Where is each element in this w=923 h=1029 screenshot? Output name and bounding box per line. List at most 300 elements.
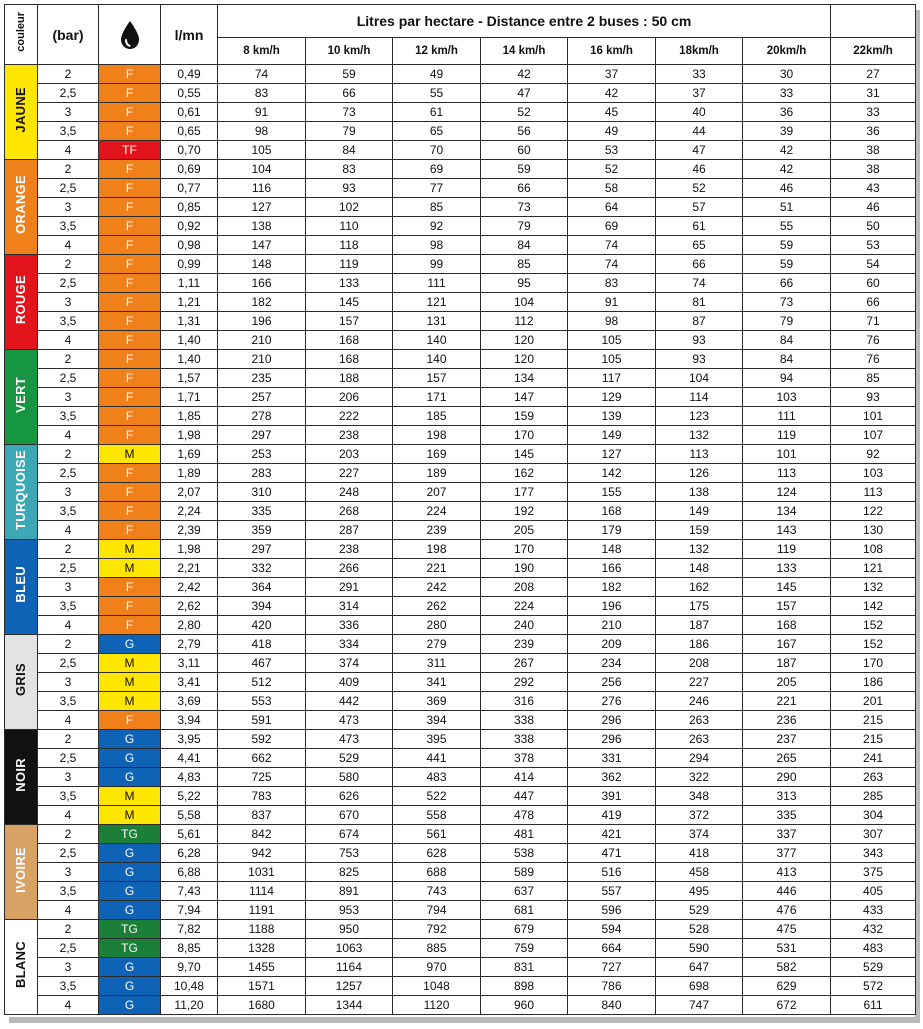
rate-cell: 419 — [568, 806, 656, 825]
nozzle-size-badge: F — [99, 179, 161, 198]
rate-cell: 377 — [743, 844, 831, 863]
table-row — [5, 103, 916, 122]
rate-cell: 187 — [656, 616, 743, 635]
rate-cell: 467 — [218, 654, 306, 673]
rate-cell: 792 — [393, 920, 481, 939]
rate-cell: 314 — [306, 597, 393, 616]
rate-cell: 147 — [481, 388, 568, 407]
rate-cell: 69 — [568, 217, 656, 236]
color-group-noir — [5, 730, 38, 825]
nozzle-size-badge: F — [99, 369, 161, 388]
table-row — [5, 236, 916, 255]
rate-cell: 124 — [743, 483, 831, 502]
flow-rate-cell: 0,85 — [161, 198, 218, 217]
color-group-vert — [5, 350, 38, 445]
rate-cell: 145 — [481, 445, 568, 464]
rate-cell: 224 — [481, 597, 568, 616]
rate-cell: 262 — [393, 597, 481, 616]
rate-cell: 162 — [481, 464, 568, 483]
table-row — [5, 635, 916, 654]
rate-cell: 372 — [656, 806, 743, 825]
rate-cell: 538 — [481, 844, 568, 863]
nozzle-size-badge: M — [99, 692, 161, 711]
pressure-cell: 2,5 — [38, 84, 99, 103]
rate-cell: 476 — [743, 901, 831, 920]
rate-cell: 132 — [656, 426, 743, 445]
rate-cell: 138 — [218, 217, 306, 236]
rate-cell: 38 — [831, 160, 916, 179]
rate-cell: 168 — [306, 331, 393, 350]
rate-cell: 528 — [656, 920, 743, 939]
rate-cell: 169 — [393, 445, 481, 464]
table-row — [5, 730, 916, 749]
rate-cell: 409 — [306, 673, 393, 692]
table-title: Litres par hectare - Distance entre 2 buses : 50 cm — [218, 5, 831, 38]
nozzle-size-badge: M — [99, 673, 161, 692]
rate-cell: 122 — [831, 502, 916, 521]
nozzle-size-badge: F — [99, 312, 161, 331]
pressure-cell: 3 — [38, 103, 99, 122]
rate-cell: 113 — [831, 483, 916, 502]
rate-cell: 74 — [568, 236, 656, 255]
flow-rate-cell: 8,85 — [161, 939, 218, 958]
rate-cell: 205 — [743, 673, 831, 692]
rate-cell: 341 — [393, 673, 481, 692]
rate-cell: 209 — [568, 635, 656, 654]
rate-cell: 103 — [743, 388, 831, 407]
rate-cell: 322 — [656, 768, 743, 787]
nozzle-size-badge: F — [99, 521, 161, 540]
rate-cell: 127 — [218, 198, 306, 217]
rate-cell: 310 — [218, 483, 306, 502]
rate-cell: 42 — [743, 141, 831, 160]
rate-cell: 66 — [481, 179, 568, 198]
flow-rate-cell: 7,82 — [161, 920, 218, 939]
droplet-icon — [119, 20, 141, 50]
rate-cell: 47 — [481, 84, 568, 103]
title-empty-cell — [831, 5, 916, 38]
rate-cell: 46 — [743, 179, 831, 198]
flow-rate-cell: 3,95 — [161, 730, 218, 749]
rate-cell: 126 — [656, 464, 743, 483]
flow-rate-cell: 2,21 — [161, 559, 218, 578]
rate-cell: 182 — [568, 578, 656, 597]
rate-cell: 140 — [393, 350, 481, 369]
rate-cell: 1063 — [306, 939, 393, 958]
rate-cell: 421 — [568, 825, 656, 844]
flow-rate-cell: 4,83 — [161, 768, 218, 787]
rate-cell: 478 — [481, 806, 568, 825]
rate-cell: 85 — [481, 255, 568, 274]
color-group-label: BLEU — [13, 566, 28, 603]
rate-cell: 335 — [743, 806, 831, 825]
rate-cell: 148 — [568, 540, 656, 559]
rate-cell: 942 — [218, 844, 306, 863]
rate-cell: 359 — [218, 521, 306, 540]
rate-cell: 114 — [656, 388, 743, 407]
rate-cell: 215 — [831, 711, 916, 730]
rate-cell: 53 — [568, 141, 656, 160]
rate-cell: 263 — [656, 730, 743, 749]
rate-cell: 51 — [743, 198, 831, 217]
rate-cell: 162 — [656, 578, 743, 597]
table-row — [5, 749, 916, 768]
rate-cell: 145 — [306, 293, 393, 312]
table-row — [5, 711, 916, 730]
rate-cell: 168 — [743, 616, 831, 635]
rate-cell: 1571 — [218, 977, 306, 996]
rate-cell: 591 — [218, 711, 306, 730]
rate-cell: 516 — [568, 863, 656, 882]
table-row — [5, 958, 916, 977]
pressure-cell: 2,5 — [38, 749, 99, 768]
nozzle-size-badge: F — [99, 65, 161, 84]
rate-cell: 885 — [393, 939, 481, 958]
rate-cell: 98 — [568, 312, 656, 331]
rate-cell: 140 — [393, 331, 481, 350]
rate-cell: 59 — [481, 160, 568, 179]
rate-cell: 52 — [568, 160, 656, 179]
rate-cell: 196 — [568, 597, 656, 616]
nozzle-size-badge: G — [99, 996, 161, 1015]
flow-rate-cell: 5,22 — [161, 787, 218, 806]
pressure-cell: 3,5 — [38, 312, 99, 331]
rate-cell: 210 — [218, 331, 306, 350]
flow-rate-cell: 1,98 — [161, 540, 218, 559]
rate-cell: 74 — [218, 65, 306, 84]
rate-cell: 207 — [393, 483, 481, 502]
rate-cell: 38 — [831, 141, 916, 160]
pressure-cell: 3 — [38, 578, 99, 597]
color-group-label: GRIS — [13, 663, 28, 696]
flow-rate-cell: 0,49 — [161, 65, 218, 84]
table-row — [5, 445, 916, 464]
speed-header-7: 22km/h — [831, 38, 916, 65]
flow-rate-cell: 1,57 — [161, 369, 218, 388]
rate-cell: 139 — [568, 407, 656, 426]
pressure-cell: 3,5 — [38, 597, 99, 616]
rate-cell: 647 — [656, 958, 743, 977]
rate-cell: 208 — [656, 654, 743, 673]
table-row — [5, 920, 916, 939]
flow-rate-cell: 3,69 — [161, 692, 218, 711]
rate-cell: 145 — [743, 578, 831, 597]
rate-cell: 192 — [481, 502, 568, 521]
flow-rate-cell: 1,69 — [161, 445, 218, 464]
flow-rate-cell: 9,70 — [161, 958, 218, 977]
rate-cell: 59 — [743, 255, 831, 274]
rate-cell: 458 — [656, 863, 743, 882]
rate-cell: 681 — [481, 901, 568, 920]
nozzle-size-badge: M — [99, 445, 161, 464]
rate-cell: 59 — [306, 65, 393, 84]
rate-cell: 84 — [743, 331, 831, 350]
table-row — [5, 217, 916, 236]
rate-cell: 101 — [743, 445, 831, 464]
rate-cell: 296 — [568, 730, 656, 749]
pressure-cell: 4 — [38, 426, 99, 445]
rate-cell: 1455 — [218, 958, 306, 977]
pressure-cell: 3 — [38, 293, 99, 312]
rate-cell: 91 — [568, 293, 656, 312]
table-row — [5, 426, 916, 445]
pressure-cell: 3,5 — [38, 977, 99, 996]
rate-cell: 235 — [218, 369, 306, 388]
rate-cell: 66 — [306, 84, 393, 103]
nozzle-size-badge: F — [99, 255, 161, 274]
rate-cell: 688 — [393, 863, 481, 882]
rate-cell: 117 — [568, 369, 656, 388]
flow-rate-cell: 6,28 — [161, 844, 218, 863]
rate-cell: 206 — [306, 388, 393, 407]
rate-cell: 149 — [568, 426, 656, 445]
rate-cell: 253 — [218, 445, 306, 464]
rate-cell: 93 — [831, 388, 916, 407]
pressure-cell: 3 — [38, 388, 99, 407]
table-row — [5, 65, 916, 84]
rate-cell: 196 — [218, 312, 306, 331]
rate-cell: 73 — [306, 103, 393, 122]
rate-cell: 66 — [831, 293, 916, 312]
rate-cell: 265 — [743, 749, 831, 768]
rate-cell: 93 — [306, 179, 393, 198]
rate-cell: 66 — [656, 255, 743, 274]
pressure-cell: 2 — [38, 635, 99, 654]
nozzle-size-badge: F — [99, 84, 161, 103]
color-group-blanc — [5, 920, 38, 1015]
rate-cell: 168 — [568, 502, 656, 521]
rate-cell: 198 — [393, 426, 481, 445]
rate-cell: 47 — [656, 141, 743, 160]
nozzle-size-badge: G — [99, 863, 161, 882]
table-row — [5, 787, 916, 806]
rate-cell: 960 — [481, 996, 568, 1015]
flow-rate-header: l/mn — [161, 5, 218, 65]
rate-cell: 394 — [218, 597, 306, 616]
pressure-cell: 2 — [38, 730, 99, 749]
rate-cell: 224 — [393, 502, 481, 521]
nozzle-size-badge: TG — [99, 939, 161, 958]
table-row — [5, 654, 916, 673]
pressure-cell: 3,5 — [38, 502, 99, 521]
rate-cell: 590 — [656, 939, 743, 958]
table-row — [5, 863, 916, 882]
rate-cell: 46 — [831, 198, 916, 217]
rate-cell: 662 — [218, 749, 306, 768]
table-row — [5, 464, 916, 483]
rate-cell: 92 — [393, 217, 481, 236]
rate-cell: 582 — [743, 958, 831, 977]
rate-cell: 266 — [306, 559, 393, 578]
rate-cell: 46 — [656, 160, 743, 179]
nozzle-size-badge: F — [99, 331, 161, 350]
rate-cell: 304 — [831, 806, 916, 825]
rate-cell: 111 — [743, 407, 831, 426]
table-row — [5, 369, 916, 388]
rate-cell: 186 — [656, 635, 743, 654]
rate-cell: 239 — [393, 521, 481, 540]
nozzle-size-badge: TG — [99, 920, 161, 939]
rate-cell: 79 — [481, 217, 568, 236]
rate-cell: 1188 — [218, 920, 306, 939]
rate-cell: 753 — [306, 844, 393, 863]
flow-rate-cell: 0,69 — [161, 160, 218, 179]
pressure-cell: 2 — [38, 255, 99, 274]
rate-cell: 42 — [481, 65, 568, 84]
pressure-cell: 4 — [38, 901, 99, 920]
rate-cell: 55 — [743, 217, 831, 236]
rate-cell: 171 — [393, 388, 481, 407]
rate-cell: 227 — [656, 673, 743, 692]
rate-cell: 891 — [306, 882, 393, 901]
rate-cell: 1048 — [393, 977, 481, 996]
rate-cell: 316 — [481, 692, 568, 711]
rate-cell: 531 — [743, 939, 831, 958]
rate-cell: 133 — [743, 559, 831, 578]
rate-cell: 628 — [393, 844, 481, 863]
rate-cell: 103 — [831, 464, 916, 483]
rate-cell: 27 — [831, 65, 916, 84]
flow-rate-cell: 0,92 — [161, 217, 218, 236]
table-row — [5, 84, 916, 103]
rate-cell: 159 — [481, 407, 568, 426]
nozzle-size-badge: M — [99, 787, 161, 806]
speed-header-1: 10 km/h — [306, 38, 393, 65]
nozzle-size-badge: TG — [99, 825, 161, 844]
rate-cell: 475 — [743, 920, 831, 939]
pressure-cell: 3,5 — [38, 692, 99, 711]
rate-cell: 837 — [218, 806, 306, 825]
rate-cell: 1120 — [393, 996, 481, 1015]
rate-cell: 263 — [831, 768, 916, 787]
rate-cell: 512 — [218, 673, 306, 692]
flow-rate-cell: 0,98 — [161, 236, 218, 255]
color-group-label: ROUGE — [13, 274, 28, 325]
rate-cell: 481 — [481, 825, 568, 844]
table-row — [5, 274, 916, 293]
rate-cell: 291 — [306, 578, 393, 597]
speed-header-3: 14 km/h — [481, 38, 568, 65]
flow-rate-cell: 1,85 — [161, 407, 218, 426]
rate-cell: 31 — [831, 84, 916, 103]
table-row — [5, 179, 916, 198]
rate-cell: 338 — [481, 711, 568, 730]
rate-cell: 84 — [481, 236, 568, 255]
rate-cell: 152 — [831, 616, 916, 635]
rate-cell: 98 — [218, 122, 306, 141]
rate-cell: 170 — [481, 426, 568, 445]
color-group-label: BLANC — [13, 941, 28, 988]
rate-cell: 159 — [656, 521, 743, 540]
speed-header-2: 12 km/h — [393, 38, 481, 65]
rate-cell: 93 — [656, 350, 743, 369]
rate-cell: 348 — [656, 787, 743, 806]
rate-cell: 190 — [481, 559, 568, 578]
flow-rate-cell: 1,89 — [161, 464, 218, 483]
rate-cell: 473 — [306, 730, 393, 749]
rate-cell: 73 — [481, 198, 568, 217]
table-row — [5, 996, 916, 1015]
rate-cell: 121 — [831, 559, 916, 578]
rate-cell: 238 — [306, 426, 393, 445]
rate-cell: 292 — [481, 673, 568, 692]
rate-cell: 56 — [481, 122, 568, 141]
rate-cell: 332 — [218, 559, 306, 578]
rate-cell: 378 — [481, 749, 568, 768]
rate-cell: 783 — [218, 787, 306, 806]
color-group-ivoire — [5, 825, 38, 920]
rate-cell: 674 — [306, 825, 393, 844]
rate-cell: 747 — [656, 996, 743, 1015]
nozzle-size-badge: F — [99, 616, 161, 635]
table-row — [5, 331, 916, 350]
rate-cell: 85 — [393, 198, 481, 217]
pressure-cell: 3,5 — [38, 882, 99, 901]
rate-cell: 58 — [568, 179, 656, 198]
table-row — [5, 939, 916, 958]
rate-cell: 60 — [831, 274, 916, 293]
rate-cell: 74 — [568, 255, 656, 274]
rate-cell: 276 — [568, 692, 656, 711]
color-group-label: NOIR — [13, 757, 28, 792]
flow-rate-cell: 0,55 — [161, 84, 218, 103]
rate-cell: 267 — [481, 654, 568, 673]
rate-cell: 441 — [393, 749, 481, 768]
nozzle-size-badge: F — [99, 293, 161, 312]
rate-cell: 336 — [306, 616, 393, 635]
rate-cell: 418 — [218, 635, 306, 654]
pressure-cell: 3,5 — [38, 407, 99, 426]
rate-cell: 611 — [831, 996, 916, 1015]
rate-cell: 84 — [743, 350, 831, 369]
rate-cell: 166 — [218, 274, 306, 293]
flow-rate-cell: 5,58 — [161, 806, 218, 825]
nozzle-size-badge: F — [99, 388, 161, 407]
rate-cell: 256 — [568, 673, 656, 692]
rate-cell: 529 — [306, 749, 393, 768]
rate-cell: 168 — [306, 350, 393, 369]
pressure-cell: 3 — [38, 673, 99, 692]
rate-cell: 483 — [831, 939, 916, 958]
rate-cell: 131 — [393, 312, 481, 331]
pressure-cell: 2,5 — [38, 179, 99, 198]
rate-cell: 825 — [306, 863, 393, 882]
rate-cell: 101 — [831, 407, 916, 426]
rate-cell: 239 — [481, 635, 568, 654]
rate-cell: 1191 — [218, 901, 306, 920]
rate-cell: 227 — [306, 464, 393, 483]
rate-cell: 343 — [831, 844, 916, 863]
pressure-cell: 3 — [38, 483, 99, 502]
nozzle-size-badge: F — [99, 103, 161, 122]
color-group-label: IVOIRE — [13, 846, 28, 893]
rate-cell: 133 — [306, 274, 393, 293]
rate-cell: 221 — [393, 559, 481, 578]
rate-cell: 186 — [831, 673, 916, 692]
rate-cell: 36 — [831, 122, 916, 141]
table-row — [5, 521, 916, 540]
rate-cell: 98 — [393, 236, 481, 255]
rate-cell: 294 — [656, 749, 743, 768]
table-row — [5, 901, 916, 920]
rate-cell: 672 — [743, 996, 831, 1015]
rate-cell: 374 — [306, 654, 393, 673]
rate-cell: 105 — [568, 350, 656, 369]
rate-cell: 65 — [393, 122, 481, 141]
rate-cell: 592 — [218, 730, 306, 749]
color-group-gris — [5, 635, 38, 730]
rate-cell: 222 — [306, 407, 393, 426]
